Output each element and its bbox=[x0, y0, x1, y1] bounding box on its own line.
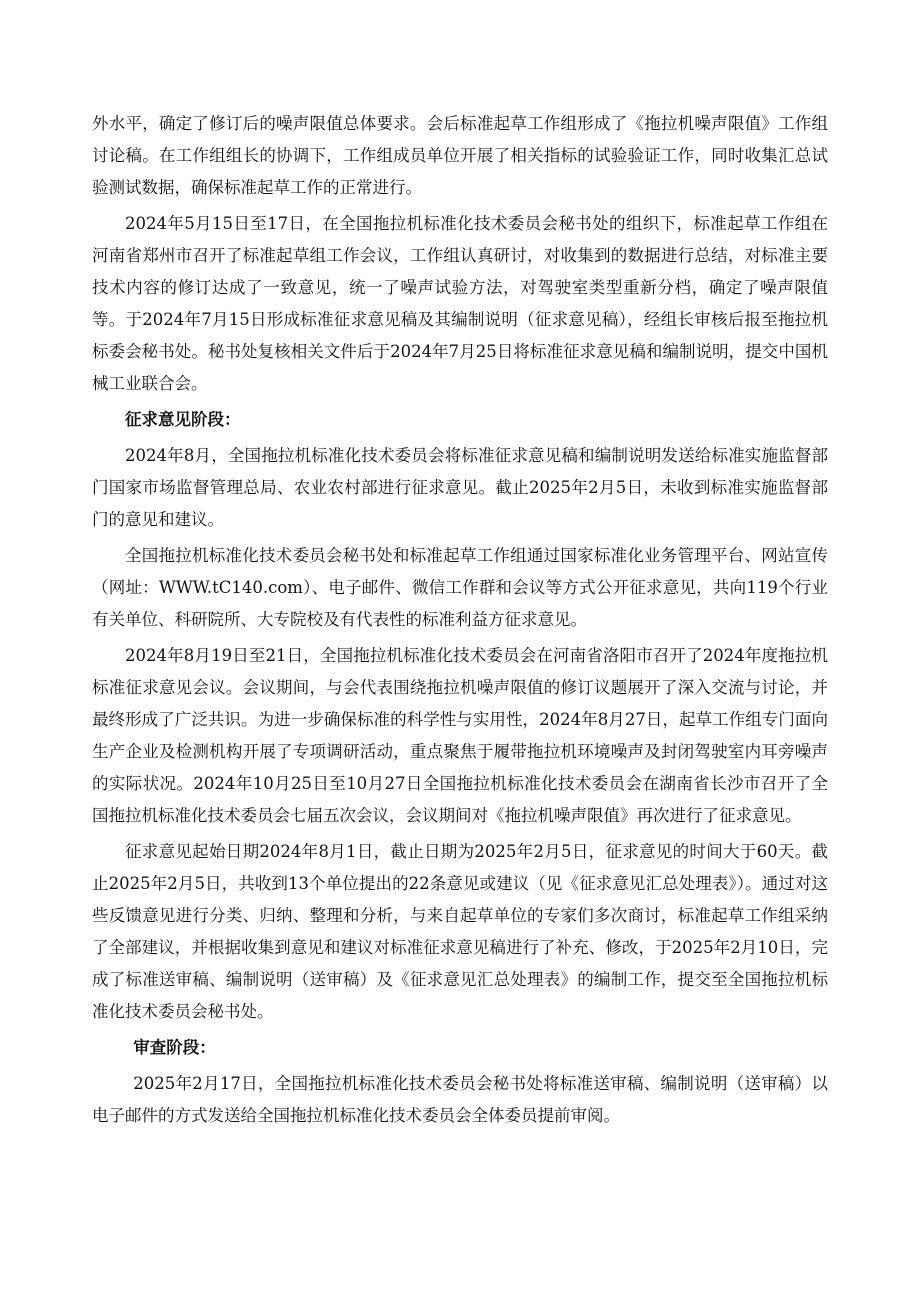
paragraph-continued: 外水平，确定了修订后的噪声限值总体要求。会后标准起草工作组形成了《拖拉机噪声限值》工作组讨论稿。在工作组组长的协调下，工作组成员单位开展了相关指标的试验验证工作，同时收集汇总试验测试数据，确保标准起草工作的正常进行。 bbox=[92, 114, 828, 197]
paragraph-review-email: 2025年2月17日，全国拖拉机标准化技术委员会秘书处将标准送审稿、编制说明（送审稿）以电子邮件的方式发送给全国拖拉机标准化技术委员会全体委员提前审阅。 bbox=[92, 1074, 828, 1125]
paragraph-consultation-august: 2024年8月，全国拖拉机标准化技术委员会将标准征求意见稿和编制说明发送给标准实施监督部门国家市场监督管理总局、农业农村部进行征求意见。截止2025年2月5日，未收到标准实施监督部门的意见和建议。 bbox=[92, 446, 828, 529]
paragraph-public-consultation: 全国拖拉机标准化技术委员会秘书处和标准起草工作组通过国家标准化业务管理平台、网站宣传（网址：WWW.tC140.com）、电子邮件、微信工作群和会议等方式公开征求意见，共向119个行业有关单位、科研院所、大专院校及有代表性的标准利益方征求意见。 bbox=[92, 546, 828, 629]
paragraph-drafting-meeting: 2024年5月15日至17日，在全国拖拉机标准化技术委员会秘书处的组织下，标准起草工作组在河南省郑州市召开了标准起草组工作会议，工作组认真研讨，对收集到的数据进行总结，对标准主要技术内容的修订达成了一致意见，统一了噪声试验方法，对驾驶室类型重新分档，确定了噪声限值等。于2024年7月15日形成标准征求意见稿及其编制说明（征求意见稿），经组长审核后报至拖拉机标委会秘书处。秘书处复核相关文件后于2024年7月25日将标准征求意见稿和编制说明，提交中国机械工业联合会。 bbox=[92, 214, 828, 393]
document-page bbox=[92, 108, 828, 1136]
section-heading-review: 审查阶段： bbox=[133, 1038, 216, 1057]
paragraph-luoyang-meeting: 2024年8月19日至21日，全国拖拉机标准化技术委员会在河南省洛阳市召开了2024年度拖拉机标准征求意见会议。会议期间，与会代表围绕拖拉机噪声限值的修订议题展开了深入交流与讨论，并最终形成了广泛共识。为进一步确保标准的科学性与实用性，2024年8月27日，起草工作组专门面向生产企业及检测机构开展了专项调研活动，重点聚焦于履带拖拉机环境噪声及封闭驾驶室内耳旁噪声的实际状况。2024年10月25日至10月27日全国拖拉机标准化技术委员会在湖南省长沙市召开了全国拖拉机标准化技术委员会七届五次会议，会议期间对《拖拉机噪声限值》再次进行了征求意见。 bbox=[92, 646, 828, 825]
paragraph-consultation-summary: 征求意见起始日期2024年8月1日，截止日期为2025年2月5日，征求意见的时间大于60天。截止2025年2月5日，共收到13个单位提出的22条意见或建议（见《征求意见汇总处理表》）。通过对这些反馈意见进行分类、归纳、整理和分析，与来自起草单位的专家们多次商讨，标准起草工作组采纳了全部建议，并根据收集到意见和建议对标准征求意见稿进行了补充、修改，于2025年2月10日，完成了标准送审稿、编制说明（送审稿）及《征求意见汇总处理表》的编制工作，提交至全国拖拉机标准化技术委员会秘书处。 bbox=[92, 842, 828, 1021]
section-heading-consultation: 征求意见阶段： bbox=[125, 410, 241, 429]
